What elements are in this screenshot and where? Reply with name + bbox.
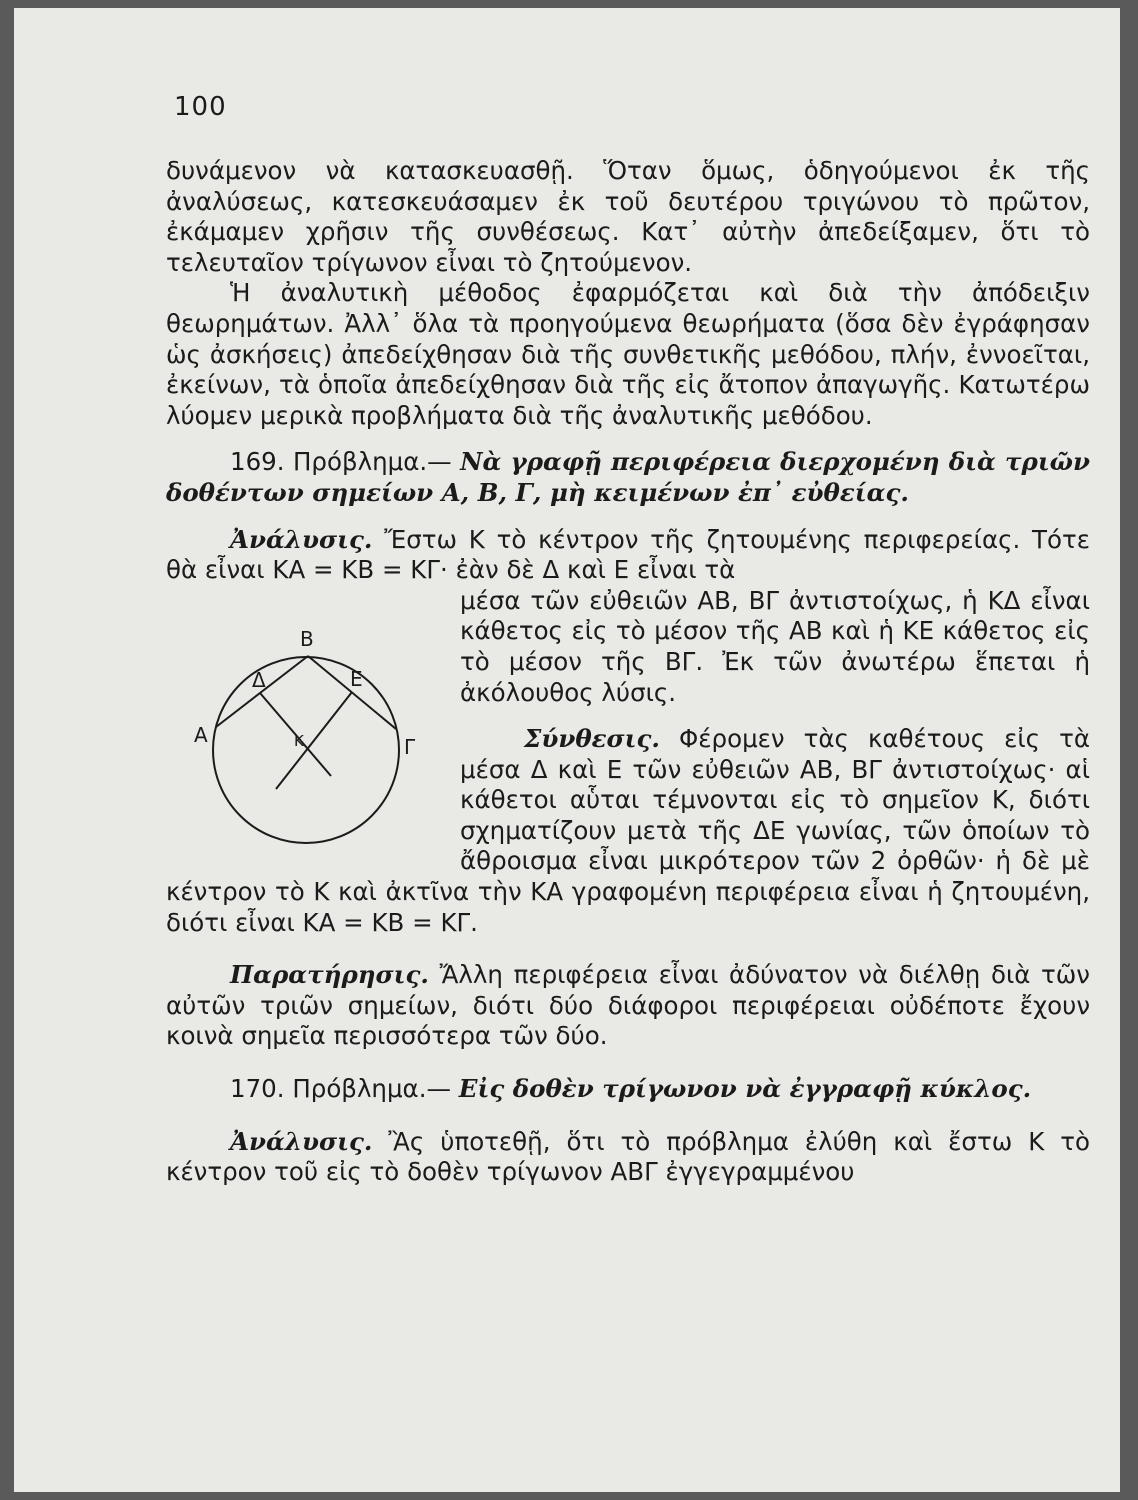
remark-169 [166, 960, 1090, 1052]
book-page [14, 8, 1120, 1492]
analysis-170 [166, 1127, 1090, 1188]
analysis-170-text: Ἂς ὑποτεθῇ, ὅτι τὸ πρόβλημα ἐλύθη καὶ ἔστω Κ τὸ κέντρον τοῦ εἰς τὸ δοθὲν τρίγωνον ΑΒΓ ἐγγεγραμμένου [166, 1126, 1090, 1187]
synthesis-169-label: Σύνθεσις. [524, 724, 660, 754]
label-g: Γ [404, 734, 416, 759]
remark-169-label: Παρατήρησις. [230, 960, 429, 990]
label-k: Κ [294, 731, 304, 750]
perpendicular-ke [276, 692, 352, 789]
problem-169-heading: 169. Πρόβλημα.— [230, 447, 452, 477]
circle-figure [166, 586, 448, 858]
problem-169 [166, 447, 1090, 508]
remark-169-text: Ἄλλη περιφέρεια εἶναι ἀδύνατον νὰ διέλθῃ διὰ τῶν αὐτῶν τριῶν σημείων, διότι δύο διάφοροι περιφέρειαι οὐδέποτε ἔχουν κοινὰ σημεῖα περισσότερα τῶν δύο. [166, 960, 1090, 1051]
label-b: Β [300, 626, 314, 651]
paragraph-1: δυνάμενον νὰ κατασκευασθῇ. Ὅταν ὅμως, ὁδηγούμενοι ἐκ τῆς ἀναλύσεως, κατεσκευάσαμεν ἐκ τοῦ δευτέρου τριγώνου τὸ πρῶτον, ἐκάμαμεν χρῆσιν τῆς συνθέσεως. Κατ᾽ αὐτὴν ἀπεδείξαμεν, ὅτι τὸ τελευταῖον τρίγωνον εἶναι τὸ ζητούμενον. [166, 156, 1090, 277]
problem-170-statement: Εἰς δοθὲν τρίγωνον νὰ ἐγγραφῇ κύκλος. [458, 1074, 1032, 1104]
problem-169-statement: Νὰ γραφῇ περιφέρεια διερχομένη διὰ τριῶν δοθέντων σημείων Α, Β, Γ, μὴ κειμένων ἐπ᾽ εὐθείας. [166, 447, 1090, 507]
analysis-169-text-a: Ἔστω Κ τὸ κέντρον τῆς ζητουμένης περιφερείας. Τότε θὰ εἶναι ΚΑ = ΚΒ = ΚΓ· ἐὰν δὲ Δ καὶ Ε εἶναι τὰ [166, 524, 1090, 585]
label-d: Δ [252, 667, 266, 692]
label-a: Α [194, 722, 208, 747]
label-e: Ε [350, 666, 363, 691]
analysis-170-label: Ἀνάλυσις. [230, 1126, 373, 1156]
problem-170-heading: 170. Πρόβλημα.— [230, 1074, 451, 1104]
problem-170 [166, 1074, 1090, 1105]
paragraph-2: Ἡ ἀναλυτικὴ μέθοδος ἐφαρμόζεται καὶ διὰ τὴν ἀπόδειξιν θεωρημάτων. Ἀλλ᾽ ὅλα τὰ προηγούμενα θεωρήματα (ὅσα δὲν ἐγράφησαν ὡς ἀσκήσεις) ἀπεδείχθησαν διὰ τῆς συνθετικῆς μεθόδου, πλήν, ἐννοεῖται, ἐκείνων, τὰ ὁποῖα ἀπεδείχθησαν διὰ τῆς εἰς ἄτοπον ἀπαγωγῆς. Κατωτέρω λύομεν μερικὰ προβλήματα διὰ τῆς ἀναλυτικῆς μεθόδου. [166, 278, 1090, 430]
page-number: 100 [174, 92, 227, 122]
synthesis-169-text: Φέρομεν τὰς καθέτους εἰς τὰ μέσα Δ καὶ Ε τῶν εὐθειῶν ΑΒ, ΒΓ ἀντιστοίχως· αἱ κάθετοι αὗται τέμνονται εἰς τὸ σημεῖον Κ, διότι σχηματίζουν μετὰ τῆς ΔΕ γωνίας, τῶν ὁποίων τὸ ἄθροισμα εἶναι μικρότερον τῶν 2 ὀρθῶν· ἡ δὲ μὲ κέντρον τὸ Κ καὶ ἀκτῖνα τὴν ΚΑ γραφομένη περιφέρεια εἶναι ἡ ζητουμένη, διότι εἶναι ΚΑ = ΚΒ = ΚΓ. [166, 724, 1090, 937]
analysis-169-text-b: μέσα τῶν εὐθειῶν ΑΒ, ΒΓ ἀντιστοίχως, ἡ ΚΔ εἶναι κάθετος εἰς τὸ μέσον τῆς ΑΒ καὶ ἡ ΚΕ κάθετος εἰς τὸ μέσον τῆς ΒΓ. Ἐκ τῶν ἀνωτέρω ἕπεται ἡ ἀκόλουθος λύσις. [460, 585, 1090, 707]
analysis-169-lead [166, 525, 1090, 586]
figure-container [166, 586, 448, 858]
analysis-169-label: Ἀνάλυσις. [230, 524, 373, 554]
page-body [166, 156, 1090, 1188]
